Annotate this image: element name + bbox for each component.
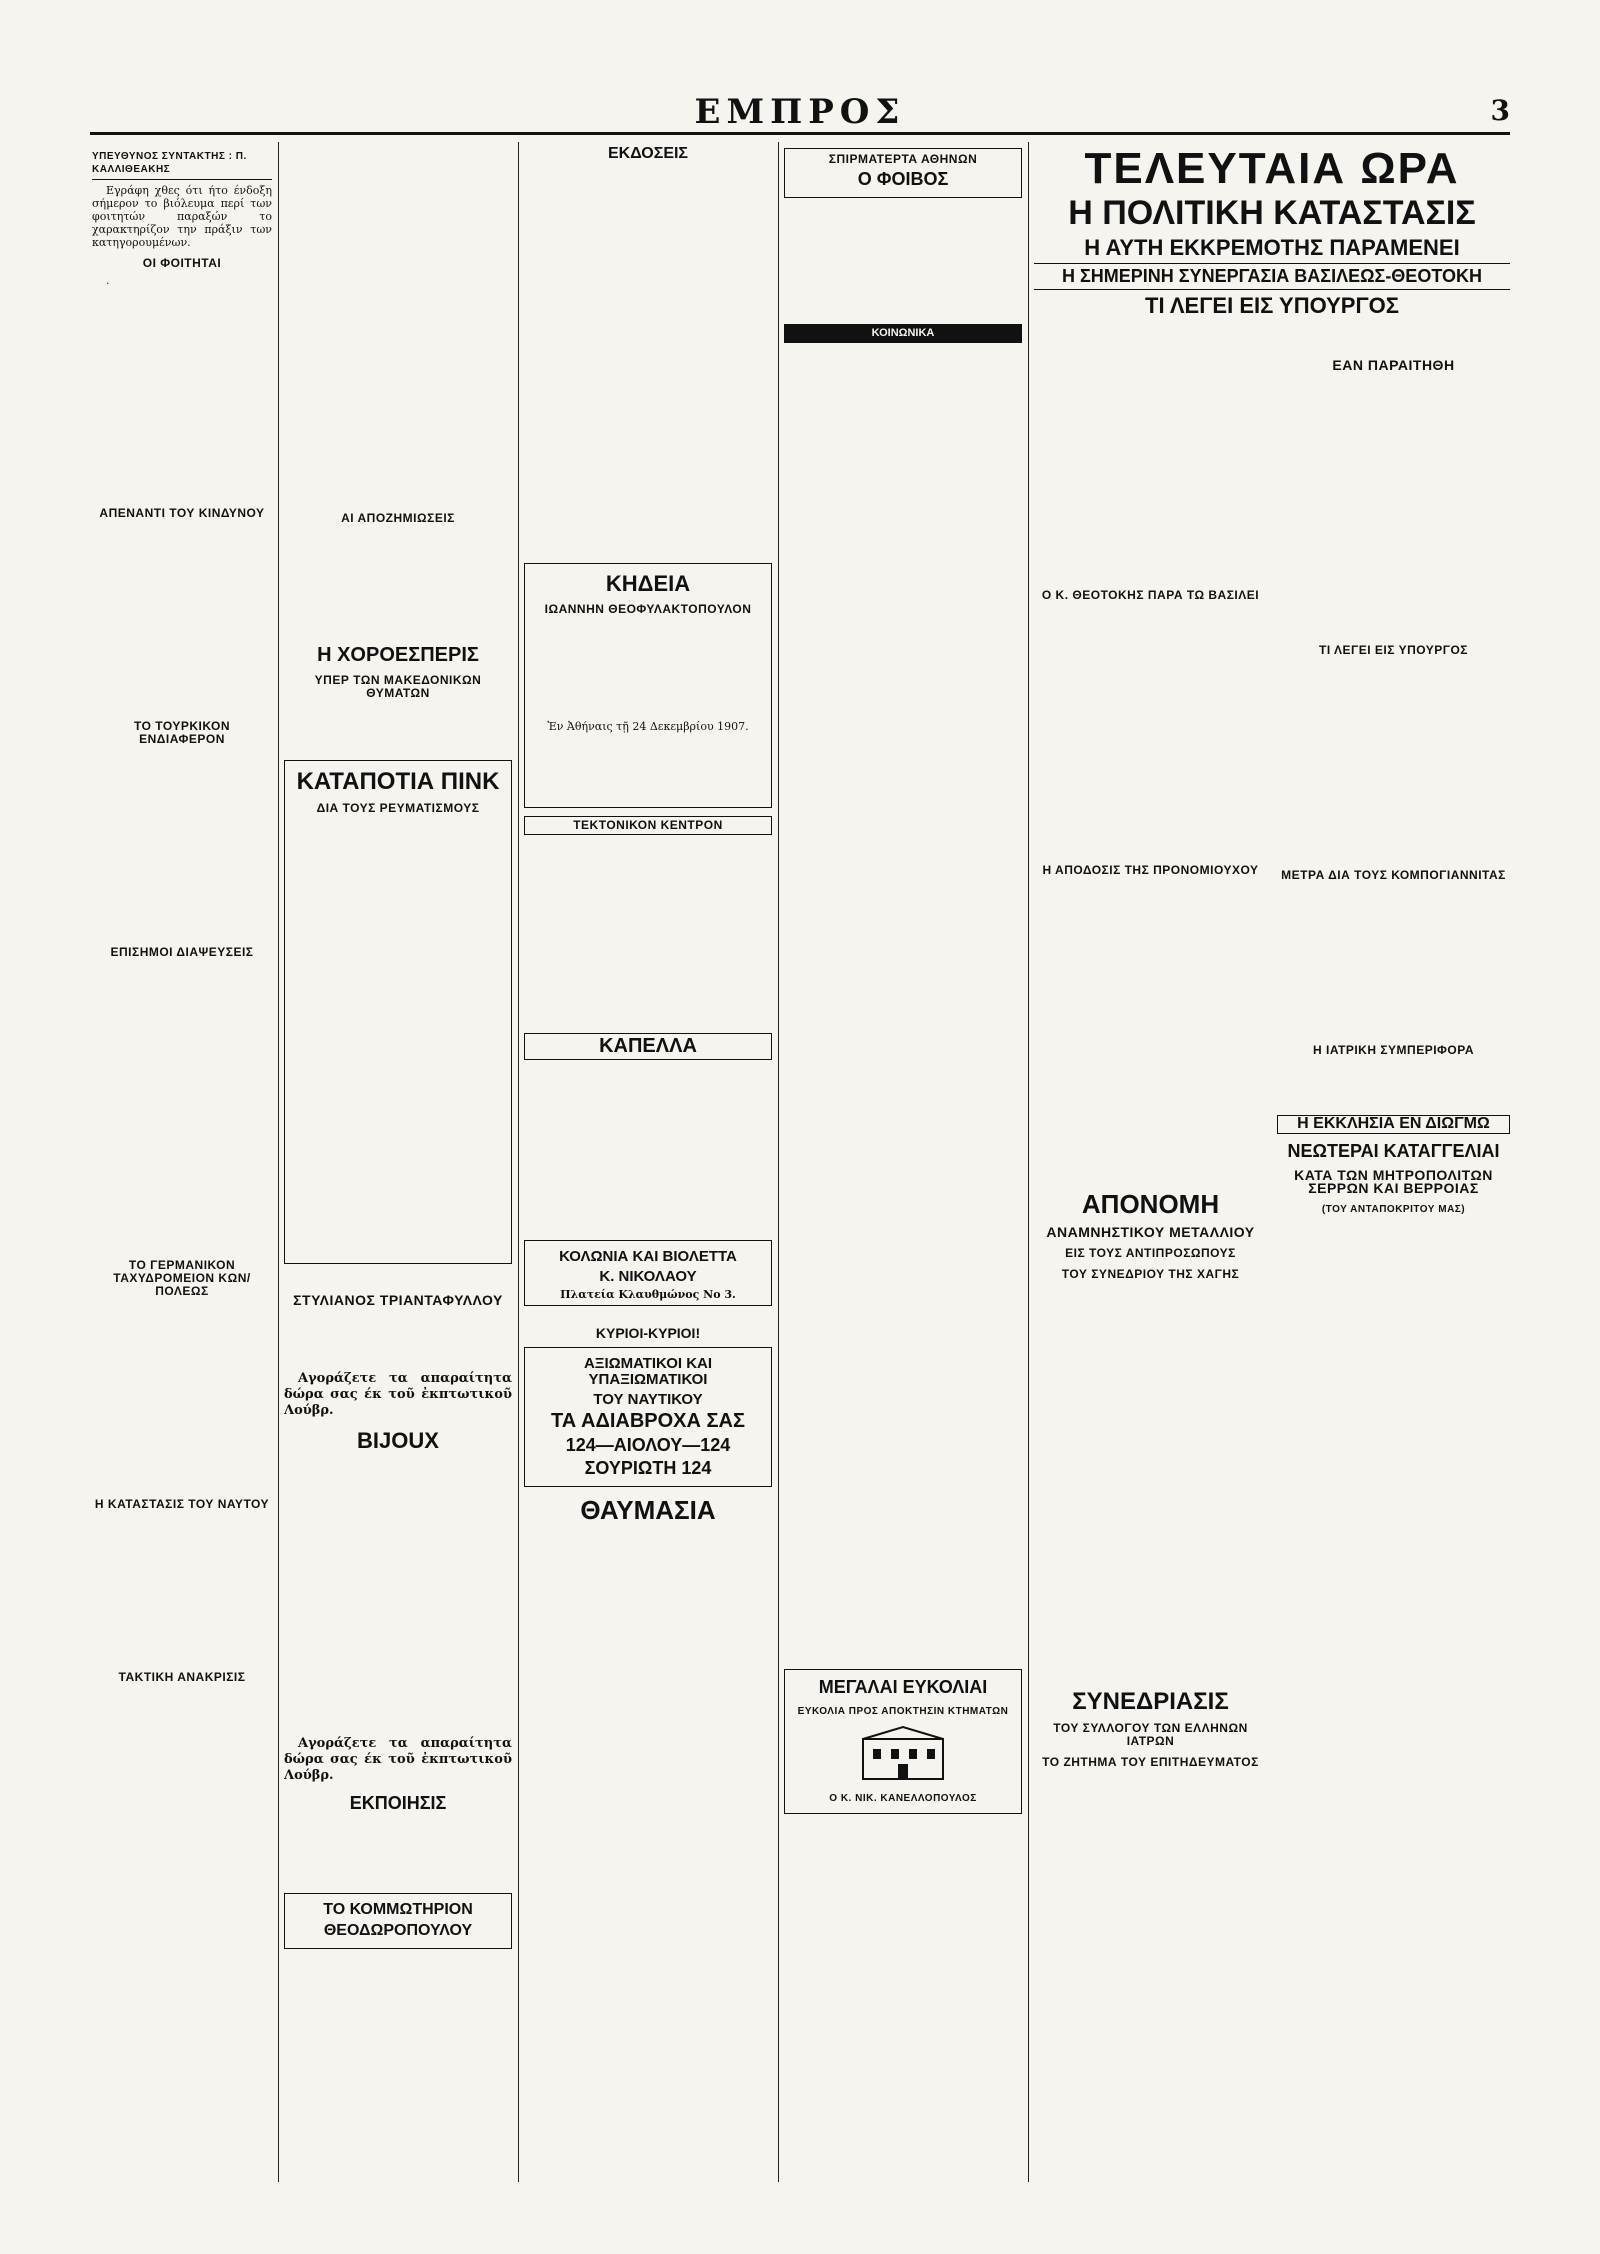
column-rule	[518, 142, 519, 2182]
sub-headline: ΤΙ ΛΕΓΕΙ ΕΙΣ ΥΠΟΥΡΓΟΣ	[1145, 292, 1399, 318]
main-headline: Η ΠΟΛΙΤΙΚΗ ΚΑΤΑΣΤΑΣΙΣ	[1068, 194, 1476, 233]
theatre-header	[784, 148, 1022, 198]
section-heading: ΚΑΤΑ ΤΩΝ ΜΗΤΡΟΠΟΛΙΤΩΝ ΣΕΡΡΩΝ ΚΑΙ ΒΕΡΡΟΙΑΣ	[1294, 1166, 1493, 1196]
advertisement	[784, 1669, 1022, 1814]
advertisement	[524, 1347, 772, 1487]
ad-title: ΚΟΛΩΝΙΑ ΚΑΙ ΒΙΟΛΕΤΤΑ	[559, 1247, 737, 1265]
section-heading: Η ΧΟΡΟΕΣΠΕΡΙΣ	[317, 644, 479, 666]
section-heading: ΑΙ ΑΠΟΖΗΜΙΩΣΕΙΣ	[341, 511, 455, 525]
section-subheading: ΥΠΕΡ ΤΩΝ ΜΑΚΕΔΟΝΙΚΩΝ ΘΥΜΑΤΩΝ	[314, 673, 482, 700]
obituary-title: ΚΗΔΕΙΑ	[605, 570, 691, 596]
ad-title: ΘΑΥΜΑΣΙΑ	[580, 1495, 716, 1526]
ad-title: ΘΕΟΔΩΡΟΠΟΥΛΟΥ	[323, 1921, 473, 1939]
column-2	[284, 142, 512, 2182]
section-heading: ΕΠΙΣΗΜΟΙ ΔΙΑΨΕΥΣΕΙΣ	[110, 945, 254, 959]
ad-text: Ο Κ. ΝΙΚ. ΚΑΝΕΛΛΟΠΟΥΛΟΣ	[829, 1792, 977, 1804]
column-5	[1034, 142, 1510, 2182]
section-heading: ΕΑΝ ΠΑΡΑΙΤΗΘΗ	[1332, 356, 1455, 373]
ad-title: Κ. ΝΙΚΟΛΑΟΥ	[599, 1267, 697, 1285]
section-heading: Η ΚΑΤΑΣΤΑΣΙΣ ΤΟΥ ΝΑΥΤΟΥ	[94, 1497, 270, 1511]
ad-title: ΤΟΥ ΝΑΥΤΙΚΟΥ	[593, 1390, 703, 1408]
ad-text: ΣΟΥΡΙΩΤΗ 124	[584, 1458, 712, 1479]
obituary	[524, 563, 772, 808]
page-number: 3	[1490, 94, 1510, 127]
column-rule	[778, 142, 779, 2182]
section-subheading: ΤΟΥ ΣΥΝΕΔΡΙΟΥ ΤΗΣ ΧΑΓΗΣ	[1061, 1267, 1240, 1282]
section-heading: ΜΕΤΡΑ ΔΙΑ ΤΟΥΣ ΚΟΜΠΟΓΙΑΝΝΙΤΑΣ	[1281, 867, 1506, 882]
ad-text: Αγοράζετε τα απαραίτητα δώρα σας έκ τοῦ ἐκπτωτικοῦ Λούβρ.	[284, 1371, 512, 1419]
left-lower-block	[1034, 1187, 1267, 1773]
section-heading: ΤΟ ΓΕΡΜΑΝΙΚΟΝ ΤΑΧΥΔΡΟΜΕΙΟΝ ΚΩΝ/ΠΟΛΕΩΣ	[113, 1258, 251, 1298]
section-heading: Η ΑΠΟΔΟΣΙΣ ΤΗΣ ΠΡΟΝΟΜΙΟΥΧΟΥ	[1042, 862, 1259, 877]
section-subheading: ΕΙΣ ΤΟΥΣ ΑΝΤΙΠΡΟΣΩΠΟΥΣ	[1065, 1246, 1236, 1261]
column-1	[92, 142, 272, 2182]
ad-text: Αγοράζετε τα απαραίτητα δώρα σας έκ τοῦ ἐκπτωτικοῦ Λούβρ.	[284, 1736, 512, 1784]
section-heading: ΕΚΠΟΙΗΣΙΣ	[349, 1793, 447, 1814]
building-icon	[858, 1724, 948, 1784]
section-heading: ΤΕΚΤΟΝΙΚΟΝ ΚΕΝΤΡΟΝ	[524, 816, 772, 835]
ad-title: ΑΞΙΩΜΑΤΙΚΟΙ ΚΑΙ ΥΠΑΞΙΩΜΑΤΙΚΟΙ	[583, 1355, 713, 1388]
advertisement	[284, 760, 512, 1264]
column-4	[784, 142, 1022, 2182]
ad-subtitle: ΕΥΚΟΛΙΑ ΠΡΟΣ ΑΠΟΚΤΗΣΙΝ ΚΤΗΜΑΤΩΝ	[797, 1705, 1009, 1717]
section-heading: Ο Κ. ΘΕΟΤΟΚΗΣ ΠΑΡΑ ΤΩ ΒΑΣΙΛΕΙ	[1041, 587, 1260, 602]
sub-headline: Η ΣΗΜΕΡΙΝΗ ΣΥΝΕΡΓΑΣΙΑ ΒΑΣΙΛΕΩΣ-ΘΕΟΤΟΚΗ	[1034, 263, 1510, 290]
section-heading: ΟΙ ΦΟΙΤΗΤΑΙ	[142, 256, 222, 270]
byline: ΥΠΕΥΘΥΝΟΣ ΣΥΝΤΑΚΤΗΣ : Π. ΚΑΛΛΙΘΕΑΚΗΣ	[92, 150, 272, 180]
section-heading: ΤΑΚΤΙΚΗ ΑΝΑΚΡΙΣΙΣ	[118, 1670, 246, 1684]
section-heading: ΝΕΩΤΕΡΑΙ ΚΑΤΑΓΓΕΛΙΑΙ	[1287, 1140, 1500, 1161]
article-text: .	[106, 274, 110, 287]
sub-headline: Η ΑΥΤΗ ΕΚΚΡΕΜΟΤΗΣ ΠΑΡΑΜΕΝΕΙ	[1084, 234, 1460, 260]
advertisement	[524, 1240, 772, 1307]
section-heading: Η ΙΑΤΡΙΚΗ ΣΥΜΠΕΡΙΦΟΡΑ	[1312, 1042, 1474, 1057]
ad-title: ΤΑ ΑΔΙΑΒΡΟΧΑ ΣΑΣ	[551, 1410, 745, 1433]
section-heading: Ο ΦΟΙΒΟΣ	[857, 169, 949, 189]
section-heading: ΑΠΟΝΟΜΗ	[1081, 1189, 1220, 1219]
ad-subtitle: ΔΙΑ ΤΟΥΣ ΡΕΥΜΑΤΙΣΜΟΥΣ	[316, 801, 480, 816]
ad-text: 124—ΑΙΟΛΟΥ—124	[565, 1435, 731, 1456]
section-heading: ΕΚΔΟΣΕΙΣ	[607, 145, 689, 162]
section-heading: ΚΑΠΕΛΛΑ	[524, 1033, 772, 1060]
right-subcolumn	[1277, 321, 1510, 1220]
ad-title: ΤΟ ΚΟΜΜΩΤΗΡΙΟΝ	[323, 1901, 473, 1919]
section-subheading: (ΤΟΥ ΑΝΤΑΠΟΚΡΙΤΟΥ ΜΑΣ)	[1321, 1203, 1466, 1215]
section-subheading: ΤΟ ΖΗΤΗΜΑ ΤΟΥ ΕΠΙΤΗΔΕΥΜΑΤΟΣ	[1042, 1755, 1259, 1770]
section-heading: ΚΟΙΝΩΝΙΚΑ	[784, 324, 1022, 343]
masthead	[90, 92, 1510, 135]
obituary-name: ΙΩΑΝΝΗΝ ΘΕΟΦΥΛΑΚΤΟΠΟΥΛΟΝ	[544, 601, 752, 616]
two-column-body	[1034, 321, 1510, 1220]
section-heading: ΑΠΕΝΑΝΤΙ ΤΟΥ ΚΙΝΔΥΝΟΥ	[99, 506, 265, 520]
ad-title: ΜΕΓΑΛΑΙ ΕΥΚΟΛΙΑΙ	[818, 1676, 988, 1697]
ad-title: ΚΥΡΙΟΙ-ΚΥΡΙΟΙ!	[595, 1325, 701, 1342]
column-3	[524, 142, 772, 2182]
ad-text: Πλατεία Κλαυθμώνος Νο 3.	[560, 1288, 736, 1302]
section-heading: ΤΙ ΛΕΓΕΙ ΕΙΣ ΥΠΟΥΡΓΟΣ	[1318, 642, 1469, 657]
section-subheading: ΤΟΥ ΣΥΛΛΟΓΟΥ ΤΩΝ ΕΛΛΗΝΩΝ ΙΑΤΡΩΝ	[1053, 1721, 1248, 1749]
column-rule	[278, 142, 279, 2182]
lead-paragraph: Εγράφη χθες ότι ήτο ένδοξη σήμερον το βιόλευμα περί των φοιτητών παραξών το χαρακτηρίζον την πράξιν των κατηγορουμένων.	[92, 184, 272, 249]
section-heading: ΤΟ ΤΟΥΡΚΙΚΟΝ ΕΝΔΙΑΦΕΡΟΝ	[133, 719, 231, 746]
section-subheading: ΑΝΑΜΝΗΣΤΙΚΟΥ ΜΕΤΑΛΛΙΟΥ	[1046, 1224, 1255, 1241]
section-heading: ΣΠΙΡΜΑΤΕΡΤΑ ΑΘΗΝΩΝ	[828, 152, 978, 166]
column-rule	[1028, 142, 1029, 2182]
left-subcolumn	[1034, 321, 1267, 1220]
ad-title: ΚΑΤΑΠΟΤΙΑ ΠΙΝΚ	[296, 768, 500, 795]
section-heading: BIJOUX	[357, 1428, 439, 1454]
newspaper-title: ΕΜΠΡΟΣ	[694, 92, 906, 132]
section-heading: ΣΤΥΛΙΑΝΟΣ ΤΡΙΑΝΤΑΦΥΛΛΟΥ	[293, 1292, 503, 1309]
section-heading: ΣΥΝΕΔΡΙΑΣΙΣ	[1072, 1688, 1229, 1716]
main-headline: ΤΕΛΕΥΤΑΙΑ ΩΡΑ	[1084, 144, 1460, 193]
obituary-date: Ἐν Ἀθήναις τῇ 24 Δεκεμβρίου 1907.	[547, 719, 749, 733]
advertisement	[284, 1893, 512, 1949]
section-heading: Η ΕΚΚΛΗΣΙΑ ΕΝ ΔΙΩΓΜΩ	[1277, 1115, 1510, 1134]
